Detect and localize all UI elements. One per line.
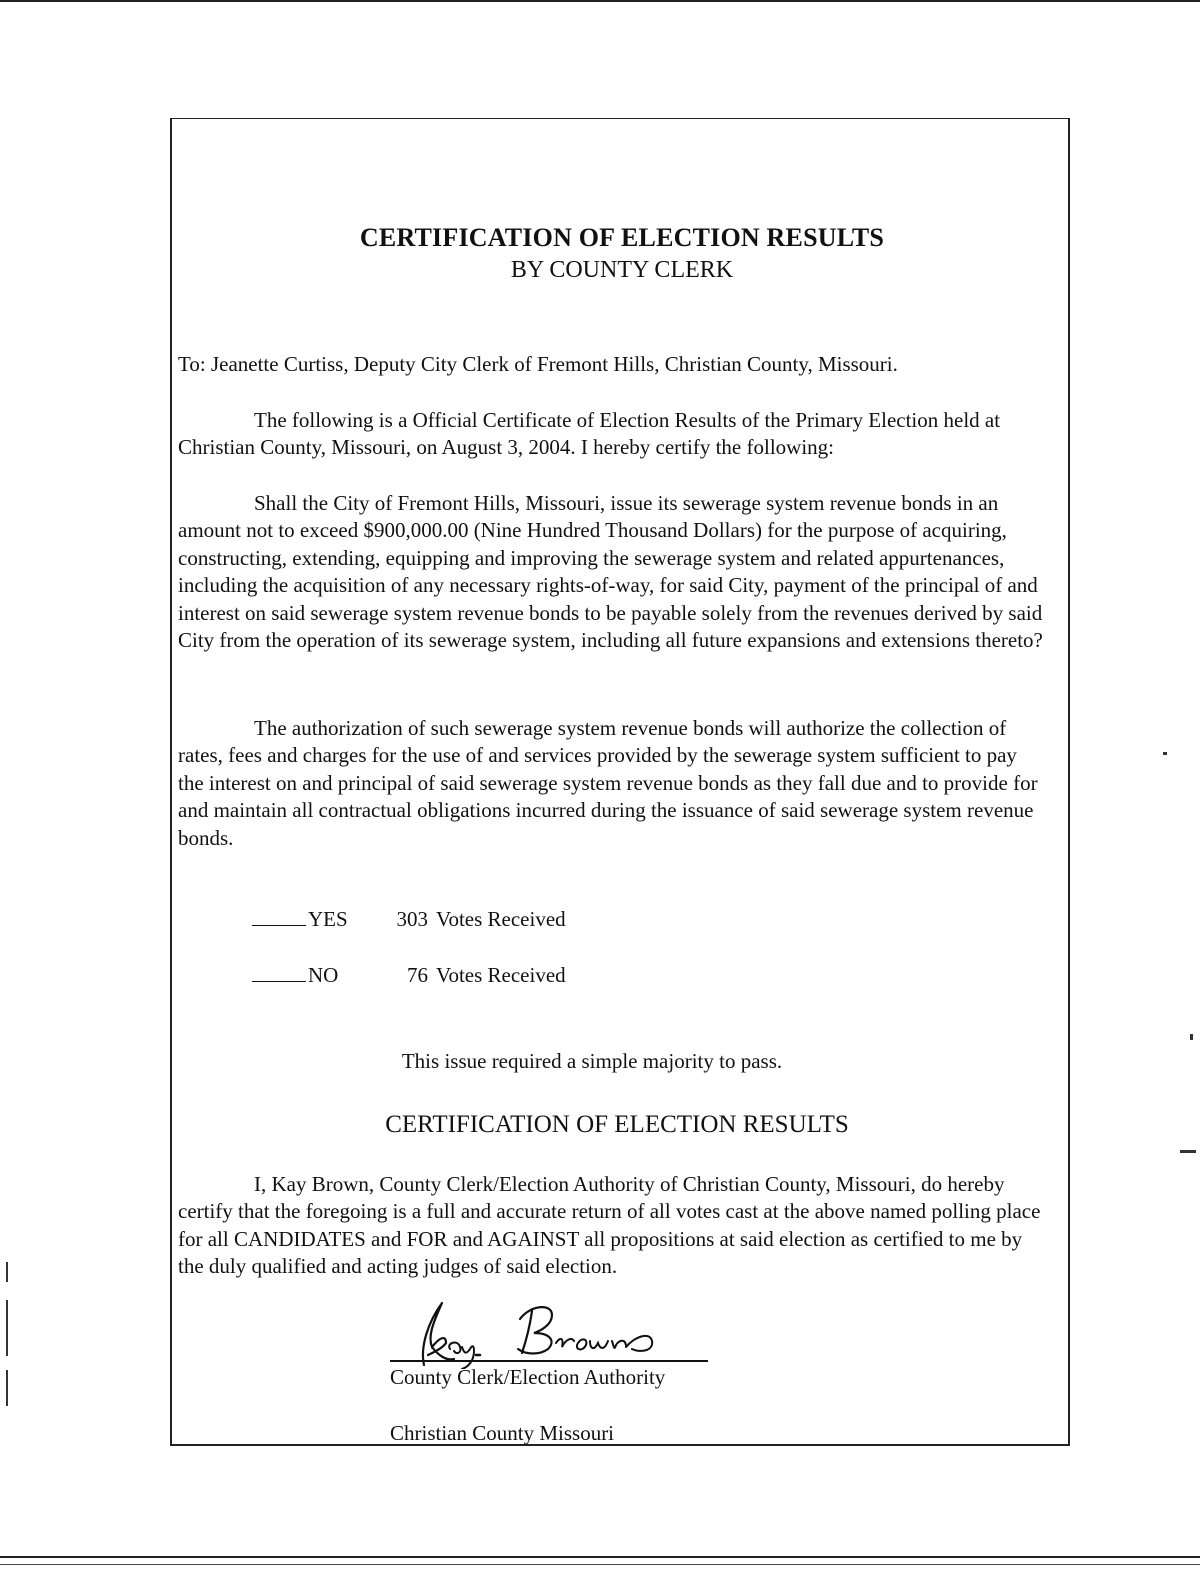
vote-blank-line — [252, 981, 306, 982]
certification-paragraph: I, Kay Brown, County Clerk/Election Authority of Christian County, Missouri, do hereby certify that the foregoing is a full and accurate return of all votes cast at the above named polling place for all CANDIDATES and FOR and AGAINST all propositions at said election as certified to me by the duly qualified and acting judges of said election. — [178, 1172, 1041, 1279]
vote-choice: NO — [308, 963, 339, 987]
scan-speck — [1190, 1034, 1193, 1040]
vote-blank-line — [252, 925, 306, 926]
signature-line — [390, 1360, 708, 1362]
county-name: Christian County Missouri — [390, 1421, 615, 1445]
addressee-line: To: Jeanette Curtiss, Deputy City Clerk of Fremont Hills, Christian County, Missouri. — [178, 352, 898, 376]
certificate-frame — [170, 118, 1070, 1446]
vote-count: 76 — [407, 963, 428, 987]
majority-note: This issue required a simple majority to pass. — [401, 1049, 783, 1073]
document-title: CERTIFICATION OF ELECTION RESULTS — [359, 223, 885, 252]
intro-paragraph: The following is a Official Certificate of Election Results of the Primary Election held at Christian County, Missouri, on August 3, 2004. I hereby certify the following: — [178, 408, 1001, 460]
signature-title: County Clerk/Election Authority — [390, 1365, 666, 1389]
ballot-question-paragraph: Shall the City of Fremont Hills, Missouri, issue its sewerage system revenue bonds in an amount not to exceed $900,000.00 (Nine Hundred Thousand Dollars) for the purpose of acquiring, constructing, extending, equipping and improving the sewerage system and related appurtenances, including the acquisition of any necessary rights-of-way, for said City, payment of the principal of and interest on said sewerage system revenue bonds to be payable solely from the revenues derived by said City from the operation of its sewerage system, including all future expansions and extensions thereto? — [178, 491, 1043, 653]
scan-speck — [1180, 1150, 1196, 1153]
scan-mark — [6, 1370, 8, 1406]
scan-speck — [1163, 752, 1167, 755]
scan-mark — [6, 1262, 8, 1282]
document-subtitle: BY COUNTY CLERK — [510, 257, 734, 283]
scan-mark — [6, 1300, 8, 1356]
certification-heading: CERTIFICATION OF ELECTION RESULTS — [385, 1111, 849, 1138]
authorization-paragraph: The authorization of such sewerage system revenue bonds will authorize the collection of rates, fees and charges for the use of and services provided by the sewerage system sufficient to pay the interest on and principal of said sewerage system revenue bonds as they fall due and to provide for and maintain all contractual obligations incurred during the issuance of said sewerage system revenue bonds. — [178, 716, 1038, 850]
vote-row-no — [252, 963, 566, 991]
scan-edge-bottom — [0, 1556, 1200, 1565]
scan-edge-top — [0, 0, 1200, 2]
vote-count: 303 — [396, 907, 428, 931]
vote-choice: YES — [308, 907, 348, 931]
vote-label: Votes Received — [436, 963, 566, 987]
vote-label: Votes Received — [436, 907, 566, 931]
vote-row-yes — [252, 907, 566, 935]
handwritten-signature — [402, 1297, 702, 1369]
